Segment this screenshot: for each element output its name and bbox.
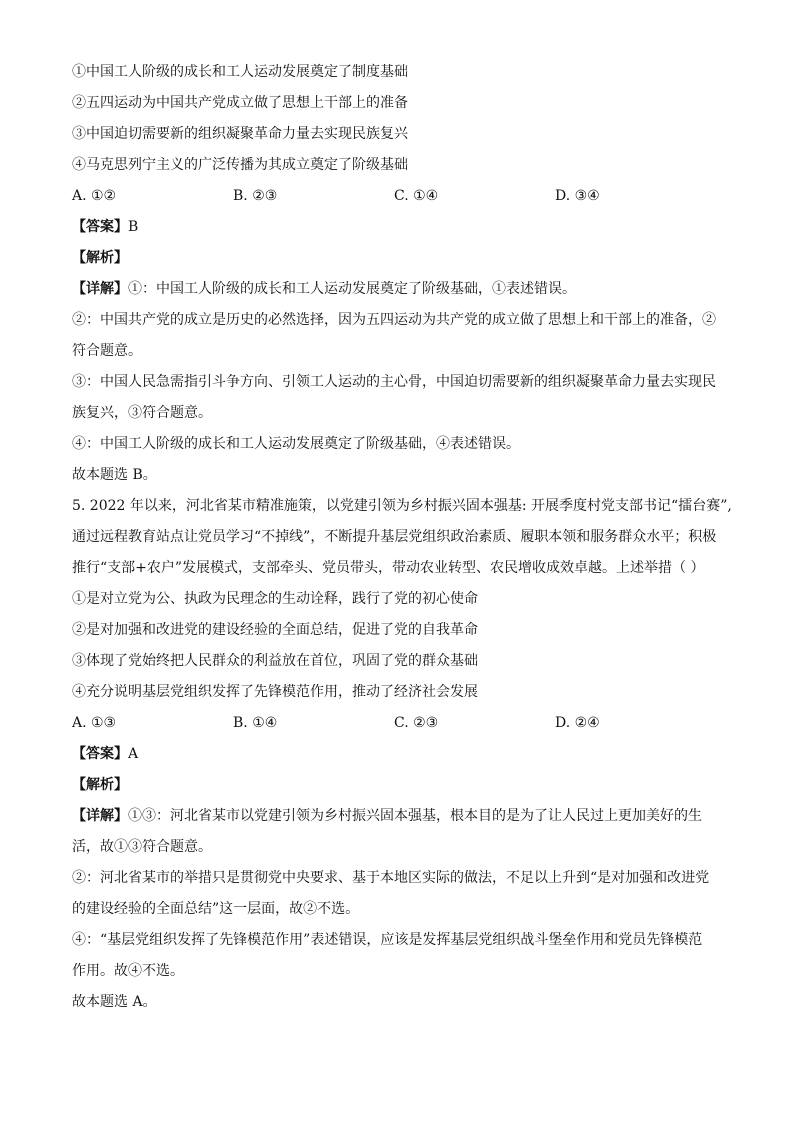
q4-statement-2: ②五四运动为中国共产党成立做了思想上干部上的准备 [72,95,408,111]
q5-statement-2: ②是对加强和改进党的建设经验的全面总结，促进了党的自我革命 [72,622,478,638]
answer-value: B [128,219,139,235]
q5-options [72,713,732,744]
q5-option-c: C. ②③ [394,715,439,731]
q4-option-b: B. ②③ [233,188,278,204]
q4-detail-2b: 符合题意。 [72,343,142,359]
q4-detail-2a: ②：中国共产党的成立是历史的必然选择，因为五四运动为共产党的成立做了思想上和干部上的准备，② [72,312,716,328]
q5-stem-2: 通过远程教育站点让党员学习“不掉线”，不断提升基层党组织政治素质、履职本领和服务群众水平；积极 [72,529,717,545]
answer-value: A [128,746,139,762]
q4-statement-1: ①中国工人阶级的成长和工人运动发展奠定了制度基础 [72,64,408,80]
q5-stem-1: 5. 2022 年以来，河北省某市精准施策，以党建引领为乡村振兴固本强基: 开展季度村党支部书记“擂台赛”, [72,498,732,514]
q4-detail-4: ④：中国工人阶级的成长和工人运动发展奠定了阶级基础，④表述错误。 [72,436,520,452]
q5-conclusion: 故本题选 A。 [72,994,157,1010]
q5-option-b: B. ①④ [233,715,278,731]
q4-analysis-label: 【解析】 [72,250,128,266]
q5-detail-3b: 作用。故④不选。 [72,963,184,979]
q4-detail-1: 【详解】①：中国工人阶级的成长和工人运动发展奠定了阶级基础，①表述错误。 [72,281,576,297]
answer-label: 【答案】 [72,746,128,762]
document-page [72,62,732,1023]
q5-analysis-label: 【解析】 [72,777,128,793]
q5-option-d: D. ②④ [555,715,600,731]
q4-conclusion: 故本题选 B。 [72,467,157,483]
q4-option-a: A. ①② [72,188,117,204]
q4-detail-3a: ③：中国人民急需指引斗争方向、引领工人运动的主心骨，中国迫切需要新的组织凝聚革命力量去实现民 [72,374,716,390]
q4-options [72,186,732,217]
q5-stem-3: 推行“支部+农户”发展模式，支部牵头、党员带头，带动农业转型、农民增收成效卓越。上述举措（ ） [72,560,705,576]
q4-statement-3: ③中国迫切需要新的组织凝聚革命力量去实现民族复兴 [72,126,408,142]
q5-answer [72,744,732,775]
q4-answer [72,217,732,248]
detail-label: 【详解】 [72,808,128,824]
q4-statement-4: ④马克思列宁主义的广泛传播为其成立奠定了阶级基础 [72,157,408,173]
q5-statement-1: ①是对立党为公、执政为民理念的生动诠释，践行了党的初心使命 [72,591,478,607]
q5-option-a: A. ①③ [72,715,117,731]
q5-detail-2b: 的建设经验的全面总结”这一层面，故②不选。 [72,901,360,917]
answer-label: 【答案】 [72,219,128,235]
q5-statement-3: ③体现了党始终把人民群众的利益放在首位，巩固了党的群众基础 [72,653,478,669]
q5-detail-2a: ②：河北省某市的举措只是贯彻党中央要求、基于本地区实际的做法，不足以上升到“是对加强和改进党 [72,870,710,886]
detail-label: 【详解】 [72,281,128,297]
q4-option-d: D. ③④ [555,188,600,204]
q4-detail-3b: 族复兴，③符合题意。 [72,405,212,421]
q4-option-c: C. ①④ [394,188,439,204]
q5-detail-1b: 活，故①③符合题意。 [72,839,212,855]
q5-detail-1a: 【详解】①③：河北省某市以党建引领为乡村振兴固本强基，根本目的是为了让人民过上更加美好的生 [72,808,702,824]
q5-detail-3a: ④：“基层党组织发挥了先锋模范作用”表述错误，应该是发挥基层党组织战斗堡垒作用和党员先锋模范 [72,932,703,948]
q5-statement-4: ④充分说明基层党组织发挥了先锋模范作用，推动了经济社会发展 [72,684,478,700]
